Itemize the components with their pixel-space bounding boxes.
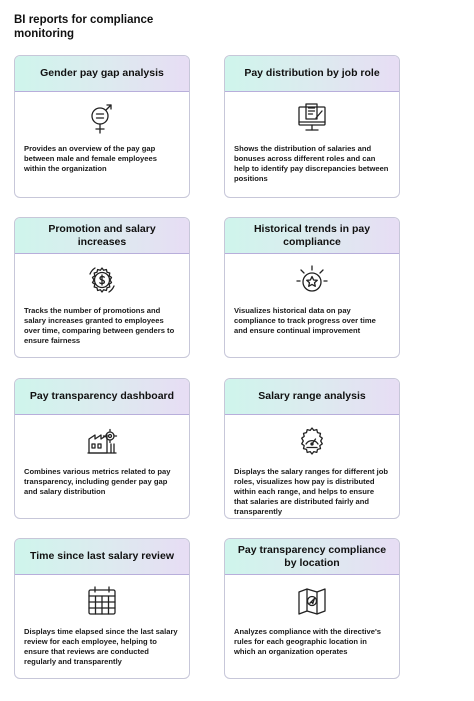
card-title: Historical trends in pay compliance: [225, 218, 399, 254]
dollar-gear-icon: [86, 264, 118, 296]
report-card-pay-distribution: [224, 55, 400, 198]
card-description: Analyzes compliance with the directive's rules for each geographic location in which an organization operates: [234, 627, 381, 656]
card-title: Pay distribution by job role: [225, 56, 399, 92]
monitor-document-icon: [296, 102, 328, 134]
card-title: Promotion and salary increases: [15, 218, 189, 254]
map-location-icon: [296, 585, 328, 617]
card-description: Displays time elapsed since the last salary review for each employee, helping to ensure that reviews are conducted regularly and transparently: [24, 627, 178, 666]
card-title: Pay transparency dashboard: [15, 379, 189, 415]
calendar-icon: [86, 585, 118, 617]
report-card-compliance-by-location: [224, 538, 400, 679]
card-title: Salary range analysis: [225, 379, 399, 415]
card-description: Combines various metrics related to pay transparency, including gender pay gap and salary distribution: [24, 467, 171, 496]
report-card-time-since-review: [14, 538, 190, 679]
gauge-gear-icon: [296, 425, 328, 457]
card-title: Time since last salary review: [15, 539, 189, 575]
card-description: Shows the distribution of salaries and bonuses across different roles and can help to identify pay discrepancies between positions: [234, 144, 389, 183]
card-title: Gender pay gap analysis: [15, 56, 189, 92]
gender-symbol-icon: [86, 102, 118, 134]
report-card-salary-range: [224, 378, 400, 519]
card-title: Pay transparency compliance by location: [225, 539, 399, 575]
report-card-gender-pay-gap: [14, 55, 190, 198]
card-description: Displays the salary ranges for different job roles, visualizes how pay is distributed within each range, and helps to ensure that salaries are distributed fairly and transparently: [234, 467, 389, 516]
star-rays-icon: [296, 264, 328, 296]
page-title: BI reports for compliance monitoring: [14, 14, 154, 40]
card-description: Provides an overview of the pay gap between male and female employees within the organization: [24, 144, 157, 173]
report-card-pay-transparency-dashboard: [14, 378, 190, 519]
factory-gear-icon: [86, 425, 118, 457]
report-card-promotion-salary: [14, 217, 190, 358]
card-description: Tracks the number of promotions and salary increases granted to employees over time, comparing between genders to ensure fairness: [24, 306, 175, 345]
report-card-historical-trends: [224, 217, 400, 358]
card-description: Visualizes historical data on pay compliance to track progress over time and ensure continual improvement: [234, 306, 376, 335]
